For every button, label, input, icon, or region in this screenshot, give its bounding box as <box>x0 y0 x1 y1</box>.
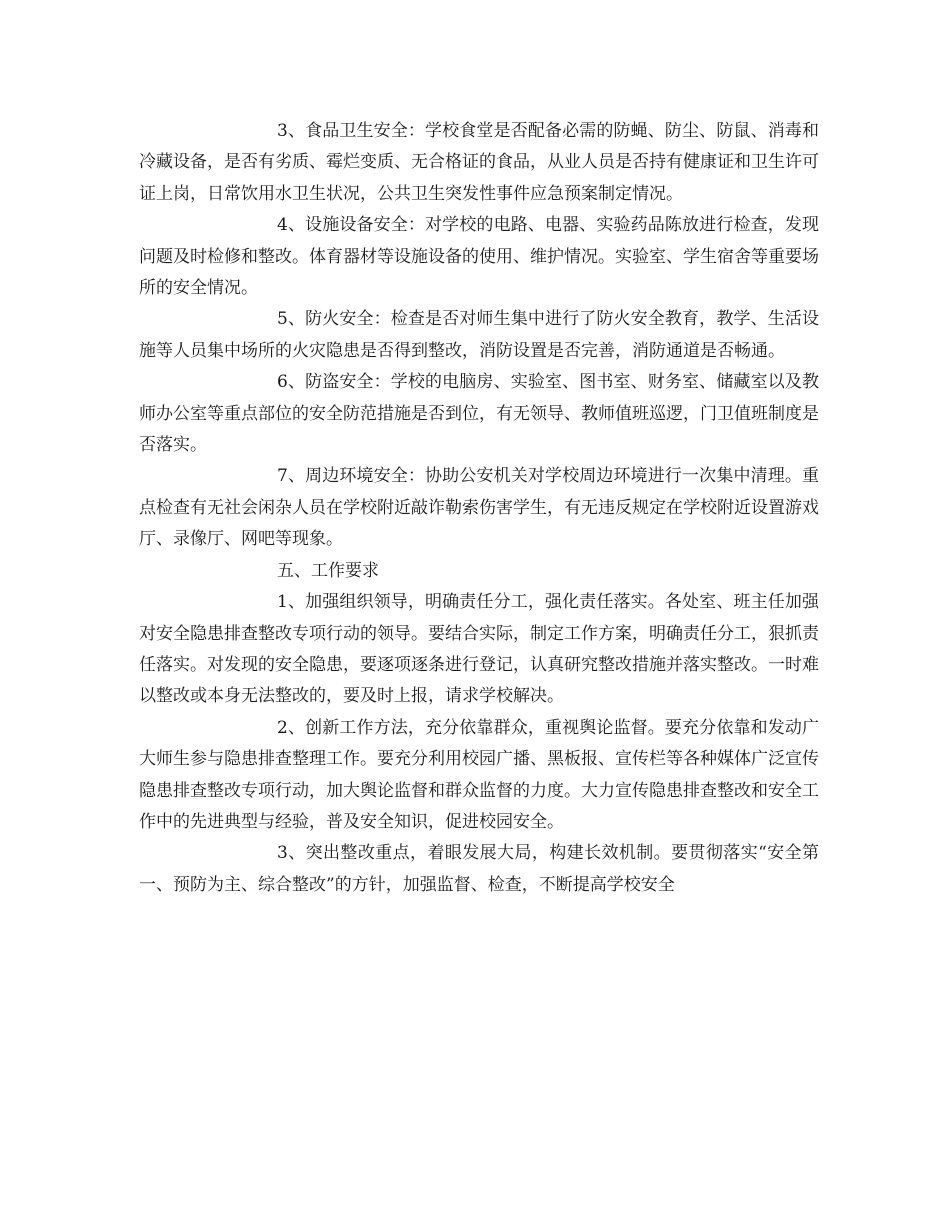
paragraph-requirement-2: 2、创新工作方法，充分依靠群众，重视舆论监督。要充分依靠和发动广大师生参与隐患排查整理工作。要充分利用校园广播、黑板报、宣传栏等各种媒体广泛宣传隐患排查整改专项行动，加大舆论监督和群众监督的力度。大力宣传隐患排查整改和安全工作中的先进典型与经验，普及安全知识，促进校园安全。 <box>139 717 819 832</box>
paragraph-requirement-3: 3、突出整改重点，着眼发展大局，构建长效机制。要贯彻落实“安全第一、预防为主、综合整改”的方针，加强监督、检查，不断提高学校安全 <box>139 843 819 895</box>
paragraph-theft-safety: 6、防盗安全：学校的电脑房、实验室、图书室、财务室、储藏室以及教师办公室等重点部位的安全防范措施是否到位，有无领导、教师值班巡逻，门卫值班制度是否落实。 <box>139 372 819 456</box>
paragraph-environment-safety: 7、周边环境安全：协助公安机关对学校周边环境进行一次集中清理。重点检查有无社会闲杂人员在学校附近敲诈勒索伤害学生，有无违反规定在学校附近设置游戏厅、录像厅、网吧等现象。 <box>139 466 819 550</box>
section-heading: 五、工作要求 <box>277 560 379 581</box>
paragraph-facility-safety: 4、设施设备安全：对学校的电路、电器、实验药品陈放进行检查，发现问题及时检修和整改。体育器材等设施设备的使用、维护情况。实验室、学生宿舍等重要场所的安全情况。 <box>139 215 819 299</box>
paragraph-food-safety: 3、食品卫生安全：学校食堂是否配备必需的防蝇、防尘、防鼠、消毒和冷藏设备，是否有劣质、霉烂变质、无合格证的食品，从业人员是否持有健康证和卫生许可证上岗，日常饮用水卫生状况，公共卫生突发性事件应急预案制定情况。 <box>139 121 819 204</box>
paragraph-fire-safety: 5、防火安全：检查是否对师生集中进行了防火安全教育，教学、生活设施等人员集中场所的火灾隐患是否得到整改，消防设置是否完善，消防通道是否畅通。 <box>139 309 819 361</box>
paragraph-requirement-1: 1、加强组织领导，明确责任分工，强化责任落实。各处室、班主任加强对安全隐患排查整改专项行动的领导。要结合实际，制定工作方案，明确责任分工，狠抓责任落实。对发现的安全隐患，要逐项逐条进行登记，认真研究整改措施并落实整改。一时难以整改或本身无法整改的，要及时上报，请求学校解决。 <box>139 592 819 707</box>
document-body <box>139 116 819 901</box>
